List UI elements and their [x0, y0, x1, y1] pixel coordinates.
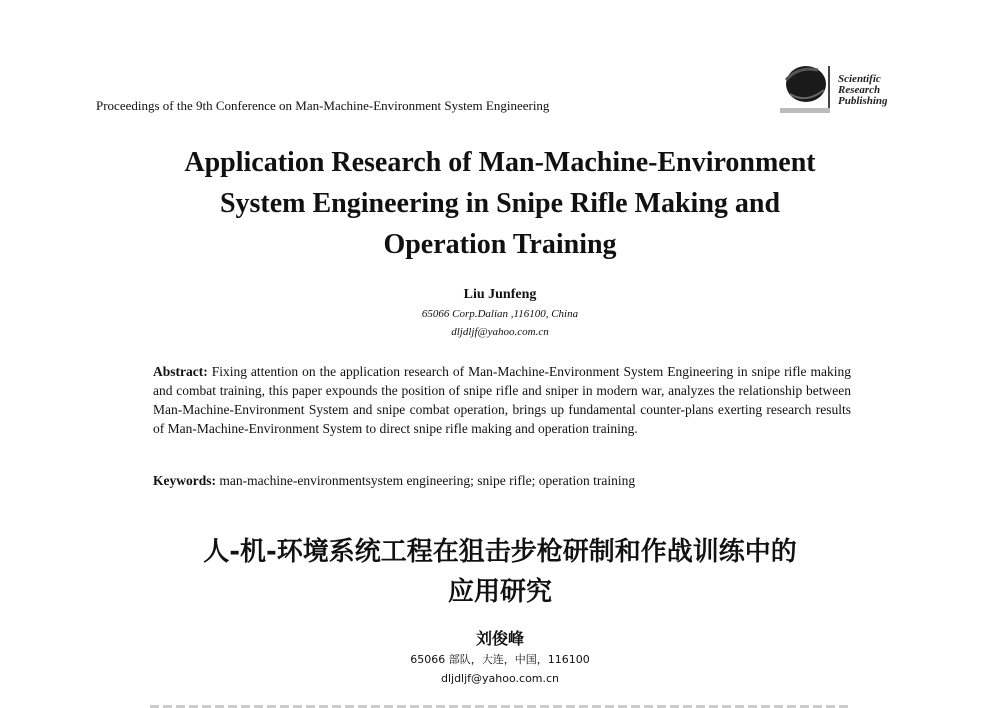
abstract-label: Abstract:: [153, 364, 208, 379]
publisher-line: Research: [838, 84, 881, 96]
title-line: System Engineering in Snipe Rifle Making and: [219, 188, 781, 219]
publisher-logo-icon: [778, 60, 832, 116]
chinese-author-block: [300, 628, 700, 688]
author-name: Liu Junfeng: [463, 287, 537, 302]
chinese-author-name: 刘俊峰: [475, 629, 524, 648]
abstract: [153, 362, 851, 438]
author-email: dljdljf@yahoo.com.cn: [451, 326, 549, 338]
publisher-line: Scientific: [838, 73, 881, 85]
title-line: Operation Training: [383, 229, 617, 260]
chinese-author-email: dljdljf@yahoo.com.cn: [440, 672, 560, 685]
chinese-title: [100, 532, 900, 612]
chinese-author-affiliation: 65066 部队，大连，中国，116100: [410, 653, 590, 666]
paper-title: [120, 142, 880, 265]
chinese-title-line: 人-机-环境系统工程在狙击步枪研制和作战训练中的: [203, 537, 797, 567]
keywords-label: Keywords:: [153, 473, 216, 488]
publisher-mark: [778, 60, 908, 116]
title-line: Application Research of Man-Machine-Environment: [184, 147, 816, 178]
keywords-text: man-machine-environmentsystem engineering; snipe rifle; operation training: [219, 473, 636, 488]
author-block: [300, 285, 700, 341]
running-header: Proceedings of the 9th Conference on Man-Machine-Environment System Engineering: [96, 98, 550, 113]
publisher-name: [838, 74, 888, 107]
cropped-text-line: [150, 702, 850, 708]
chinese-title-line: 应用研究: [447, 577, 552, 607]
keywords: [153, 471, 853, 490]
abstract-text: Fixing attention on the application research of Man-Machine-Environment System Engineering in snipe rifle making and combat training, this paper expounds the position of snipe rifle and sniper in modern war, analyzes the relationship between Man-Machine-Environment System and snipe combat operation, brings up fundamental counter-plans exerting research results of Man-Machine-Environment System to direct snipe rifle making and operation training.: [153, 364, 852, 436]
publisher-line: Publishing: [838, 95, 888, 107]
author-affiliation: 65066 Corp.Dalian ,116100, China: [421, 308, 579, 320]
